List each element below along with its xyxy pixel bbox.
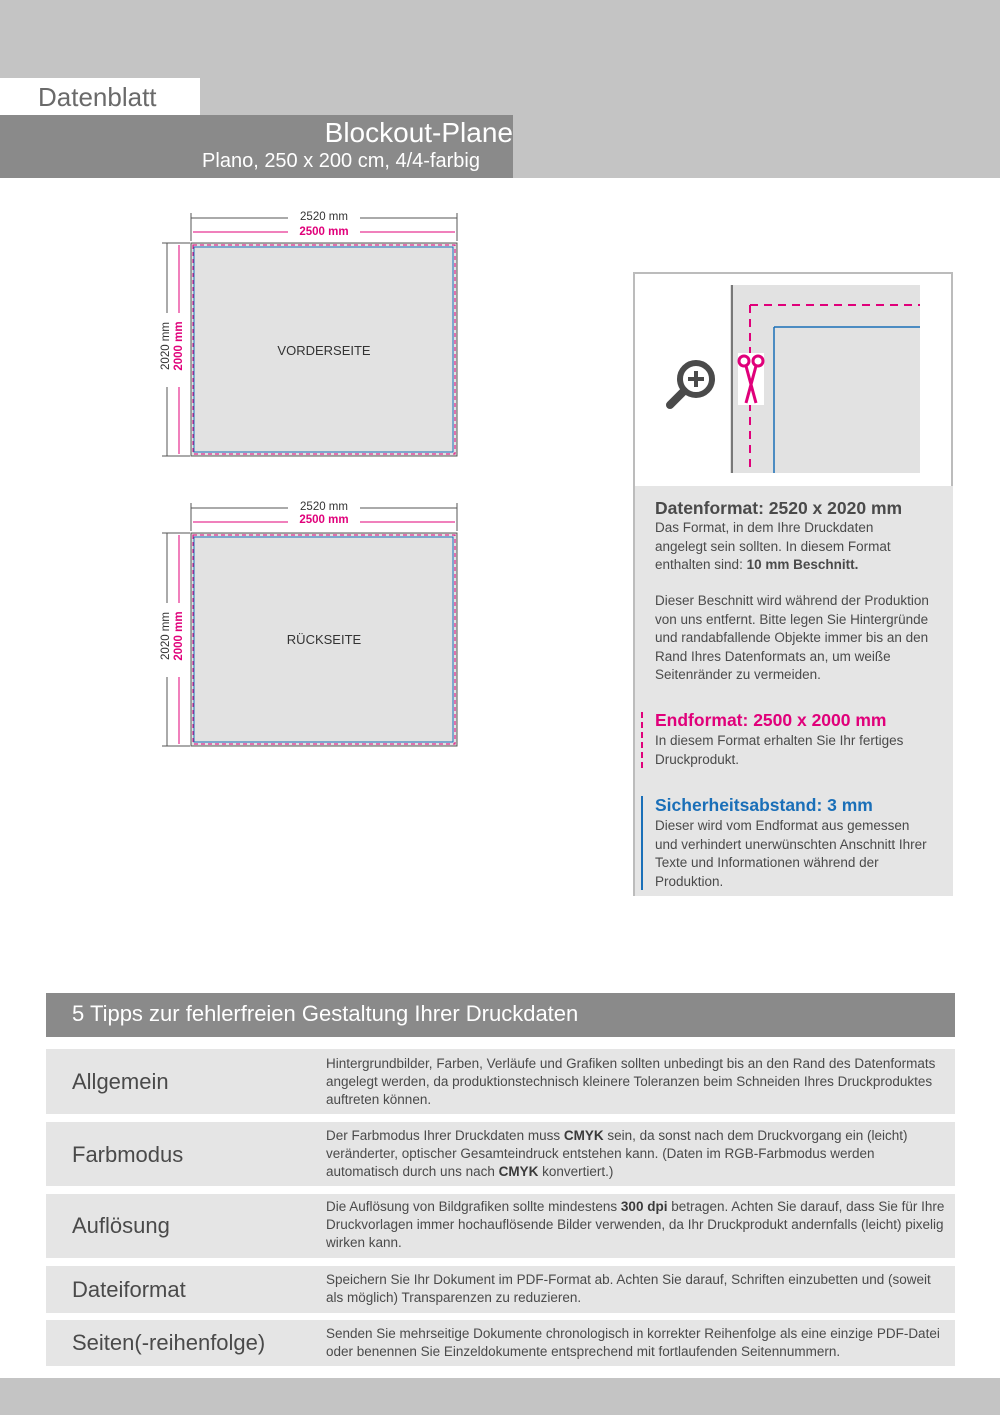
product-title: Blockout-Plane xyxy=(324,117,513,148)
zoom-in-icon xyxy=(670,363,712,405)
footer-band xyxy=(0,1378,1000,1415)
tip-row xyxy=(46,1049,955,1114)
safety-marker xyxy=(640,796,646,890)
back-side-label: RÜCKSEITE xyxy=(286,632,362,647)
bleed-text: Dieser Beschnitt wird während der Produktion von uns entfernt. Bitte legen Sie Hintergründe und randabfallende Objekte immer bis an den Rand Ihres Datenformats an, um weiße Seitenränder zu vermeiden. xyxy=(655,593,929,682)
tip-row xyxy=(46,1122,955,1186)
bleed-detail-illustration xyxy=(650,285,940,480)
tip-text: Speichern Sie Ihr Dokument im PDF-Format ab. Achten Sie darauf, Schriften einzubetten und (soweit als möglich) Transparenzen zu reduzieren. xyxy=(326,1272,931,1305)
data-format-title: Datenformat: 2520 x 2020 mm xyxy=(655,498,903,518)
scissors-icon xyxy=(738,353,764,405)
endformat-marker xyxy=(640,712,646,768)
tip-text: Der Farbmodus Ihrer Druckdaten muss CMYK sein, da sonst nach dem Druckvorgang ein (leicht) veränderter, optischer Gesamteindruck entstehen kann. (Daten im RGB-Farbmodus werden automatisch durch uns nach CMYK konvertiert.) xyxy=(326,1128,908,1179)
tip-name: Dateiformat xyxy=(72,1277,186,1302)
product-subtitle: Plano, 250 x 200 cm, 4/4-farbig xyxy=(202,150,480,172)
width-inner-label: 2500 mm xyxy=(299,226,349,238)
tip-text: Hintergrundbilder, Farben, Verläufe und Grafiken sollten unbedingt bis an den Rand des Datenformats angelegt werden, da produktionstechnisch kleinere Toleranzen beim Schneiden Ihres Druckproduktes auftreten können. xyxy=(326,1056,936,1107)
back-side-diagram xyxy=(150,495,470,760)
tips-title: 5 Tipps zur fehlerfreien Gestaltung Ihrer Druckdaten xyxy=(72,1001,579,1026)
width-outer-label: 2520 mm xyxy=(300,501,348,513)
height-inner-label: 2000 mm xyxy=(173,321,185,371)
safety-text: Dieser wird vom Endformat aus gemessen und verhindert unerwünschten Anschnitt Ihrer Texte und Informationen während der Produktion. xyxy=(655,818,927,889)
tip-name: Allgemein xyxy=(72,1069,169,1094)
safety-title: Sicherheitsabstand: 3 mm xyxy=(655,795,873,815)
tip-text: Die Auflösung von Bildgrafiken sollte mindestens 300 dpi betragen. Achten Sie darauf, dass Sie für Ihre Druckvorlagen immer hochauflösende Bilder verwenden, da Ihr Druckprodukt andernfalls (leicht) pixelig wirken kann. xyxy=(326,1199,945,1250)
tip-row xyxy=(46,1194,955,1258)
tip-name: Farbmodus xyxy=(72,1142,184,1167)
tip-text: Senden Sie mehrseitige Dokumente chronologisch in korrekter Reihenfolge als eine einzige PDF-Datei oder benennen Sie Einzeldokumente entsprechend mit fortlaufenden Seitennummern. xyxy=(326,1326,940,1359)
data-format-text: Das Format, in dem Ihre Druckdaten angelegt sein sollten. In diesem Format enthalten sind: 10 mm Beschnitt. xyxy=(655,520,891,572)
height-outer-label: 2020 mm xyxy=(160,322,172,370)
datasheet-label: Datenblatt xyxy=(38,82,157,112)
tip-name: Auflösung xyxy=(72,1213,170,1238)
endformat-text: In diesem Format erhalten Sie Ihr fertiges Druckprodukt. xyxy=(655,733,904,767)
height-outer-label: 2020 mm xyxy=(160,612,172,660)
width-inner-label: 2500 mm xyxy=(299,514,349,526)
front-side-diagram xyxy=(150,205,470,470)
tip-row xyxy=(46,1320,955,1366)
width-outer-label: 2520 mm xyxy=(300,211,348,223)
height-inner-label: 2000 mm xyxy=(173,611,185,661)
front-side-label: VORDERSEITE xyxy=(277,343,371,358)
tip-name: Seiten(-reihenfolge) xyxy=(72,1330,266,1355)
tip-row xyxy=(46,1266,955,1313)
endformat-title: Endformat: 2500 x 2000 mm xyxy=(655,710,887,730)
